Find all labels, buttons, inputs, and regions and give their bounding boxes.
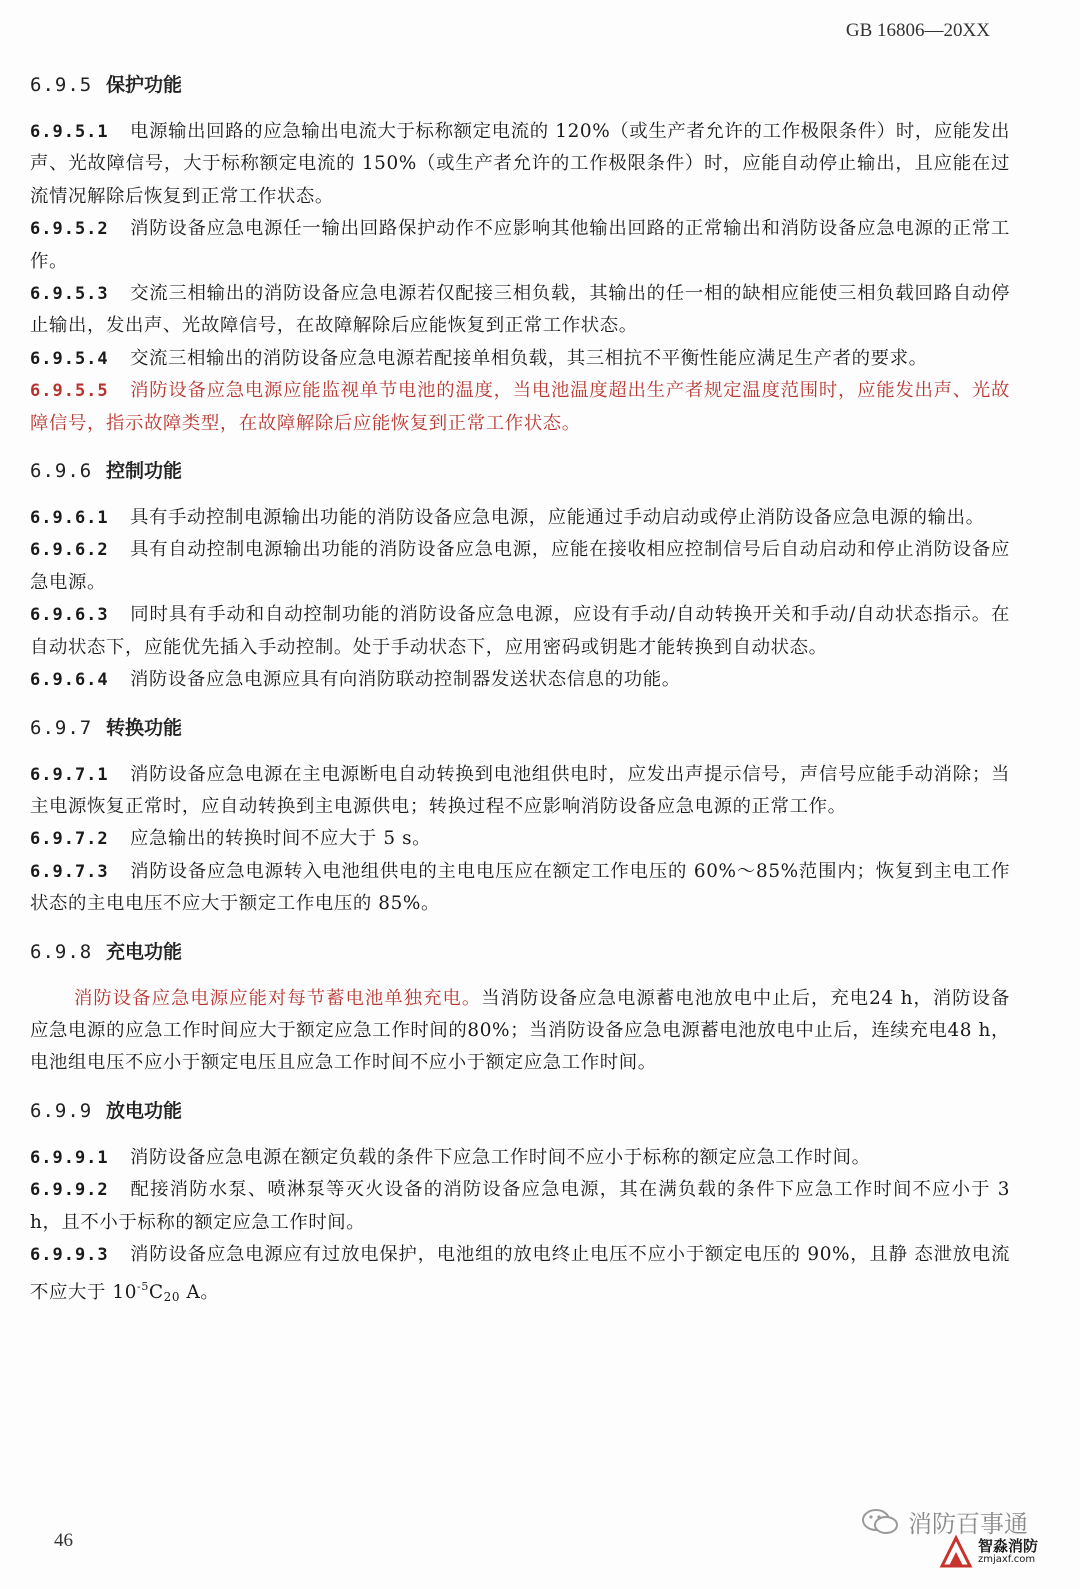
clause: 6.9.9.2 配接消防水泵、喷淋泵等灭火设备的消防设备应急电源，其在满负载的条件下应急工作时间不应小于 3 h，且不小于标称的额定应急工作时间。 [30, 1179, 1010, 1233]
standard-code: GB 16806—20XX [845, 20, 990, 41]
section-heading: 6.9.6 控制功能 [30, 460, 183, 483]
clause: 6.9.9.3 消防设备应急电源应有过放电保护，电池组的放电终止电压不应小于额定电压的 90%，且静 态泄放电流不应大于 $10^{-5}C_{20}$ A。 [30, 1243, 1010, 1305]
paragraph: 消防设备应急电源应能对每节蓄电池单独充电。当消防设备应急电源蓄电池放电中止后，充电24 h，消防设备应急电源的应急工作时间应大于额定应急工作时间的80%；当消防设备应急电源蓄电池放电中止后，连续充电48 h，电池组电压不应小于额定电压且应急工作时间不应小于额定应急工作时间。 [30, 987, 1010, 1074]
clause-highlighted: 6.9.5.5 消防设备应急电源应能监视单节电池的温度，当电池温度超出生产者规定温度范围时，应能发出声、光故障信号，指示故障类型，在故障解除后应能恢复到正常工作状态。 [30, 380, 1010, 434]
site-logo [936, 1532, 1038, 1572]
clause: 6.9.6.3 同时具有手动和自动控制功能的消防设备应急电源，应设有手动/自动转换开关和手动/自动状态指示。在自动状态下，应能优先插入手动控制。处于手动状态下，应用密码或钥匙才能转换到自动状态。 [30, 604, 1010, 658]
page-number: 46 [54, 1530, 73, 1551]
clause: 6.9.5.4 交流三相输出的消防设备应急电源若配接单相负载，其三相抗不平衡性能应满足生产者的要求。 [30, 347, 928, 369]
clause: 6.9.5.2 消防设备应急电源任一输出回路保护动作不应影响其他输出回路的正常输出和消防设备应急电源的正常工作。 [30, 218, 1010, 272]
document-body [30, 68, 1010, 1314]
logo-url: zmjaxf.com [977, 1553, 1036, 1565]
section-heading: 6.9.7 转换功能 [30, 716, 183, 739]
clause: 6.9.6.1 具有手动控制电源输出功能的消防设备应急电源，应能通过手动启动或停止消防设备应急电源的输出。 [30, 507, 985, 529]
highlighted-text: 消防设备应急电源应能对每节蓄电池单独充电。 [74, 987, 482, 1009]
clause: 6.9.9.1 消防设备应急电源在额定负载的条件下应急工作时间不应小于标称的额定应急工作时间。 [30, 1146, 871, 1168]
wechat-icon [860, 1507, 900, 1537]
clause: 6.9.5.3 交流三相输出的消防设备应急电源若仅配接三相负载，其输出的任一相的缺相应能使三相负载回路自动停止输出，发出声、光故障信号，在故障解除后应能恢复到正常工作状态。 [30, 283, 1010, 337]
clause: 6.9.5.1 电源输出回路的应急输出电流大于标称额定电流的 120%（或生产者允许的工作极限条件）时，应能发出声、光故障信号，大于标称额定电流的 150%（或生产者允许的工作极限条件）时，应能自动停止输出，且应能在过流情况解除后恢复到正常工作状态。 [30, 121, 1010, 207]
clause: 6.9.6.2 具有自动控制电源输出功能的消防设备应急电源，应能在接收相应控制信号后自动启动和停止消防设备应急电源。 [30, 539, 1010, 593]
section-heading: 6.9.5 保护功能 [30, 74, 183, 96]
logo-mark-icon [936, 1532, 976, 1572]
clause: 6.9.7.3 消防设备应急电源转入电池组供电的主电电压应在额定工作电压的 60%～85%范围内；恢复到主电工作状态的主电电压不应大于额定工作电压的 85%。 [30, 860, 1010, 915]
section-heading: 6.9.9 放电功能 [30, 1099, 183, 1122]
clause: 6.9.7.2 应急输出的转换时间不应大于 5 s。 [30, 828, 432, 850]
clause: 6.9.7.1 消防设备应急电源在主电源断电自动转换到电池组供电时，应发出声提示信号，声信号应能手动消除；当主电源恢复正常时，应自动转换到主电源供电；转换过程不应影响消防设备应急电源的正常工作。 [30, 763, 1010, 817]
clause: 6.9.6.4 消防设备应急电源应具有向消防联动控制器发送状态信息的功能。 [30, 669, 681, 691]
watermark-label: 消防百事通 [908, 1510, 1028, 1538]
section-heading: 6.9.8 充电功能 [30, 940, 183, 963]
logo-name: 智淼消防 [977, 1536, 1038, 1555]
